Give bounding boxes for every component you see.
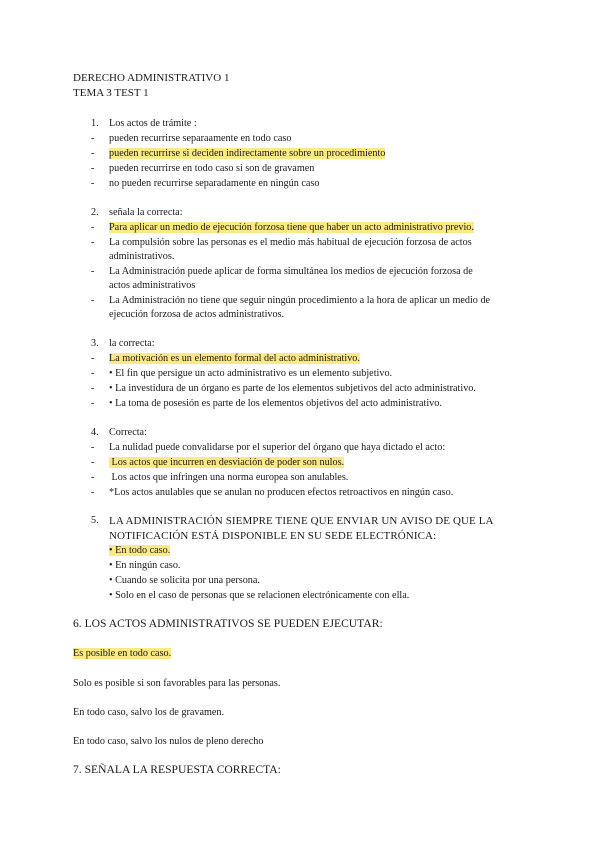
question-number: 3.: [91, 338, 99, 349]
question-text: Los actos de trámite :: [109, 118, 197, 129]
answer-option-highlighted: [109, 544, 170, 558]
correct-answer-highlight: Los actos que incurren en desviación de poder son nulos.: [109, 457, 345, 468]
question-text: la correcta:: [109, 338, 155, 349]
question-number: 5.: [91, 515, 99, 526]
question-text: Correcta:: [109, 427, 147, 438]
question-text: LA ADMINISTRACIÓN SIEMPRE TIENE QUE ENVIAR UN AVISO DE QUE LA: [109, 515, 494, 527]
answer-option-highlighted: [73, 647, 171, 661]
answer-option: Los actos que infringen una norma europea son anulables.: [109, 472, 349, 483]
answer-option: La nulidad puede convalidarse por el superior del órgano que haya dictado el acto:: [109, 442, 446, 453]
question-number: 1.: [91, 118, 99, 129]
answer-option: La Administración puede aplicar de forma simultánea los medios de ejecución forzosa de: [109, 266, 473, 277]
list-dash: -: [91, 398, 95, 409]
answer-option: pueden recurrirse en todo caso si son de gravamen: [109, 163, 315, 174]
question-number: 4.: [91, 427, 99, 438]
answer-option-continuation: administrativos.: [109, 251, 175, 262]
correct-answer-highlight: • En todo caso.: [109, 545, 171, 556]
correct-answer-highlight: pueden recurrirse si deciden indirectamente sobre un procedimiento: [109, 148, 386, 159]
answer-option-highlighted: [109, 221, 474, 235]
answer-option: En todo caso, salvo los nulos de pleno derecho: [73, 736, 264, 747]
answer-option: no pueden recurrirse separadamente en ningún caso: [109, 178, 320, 189]
answer-option: La Administración no tiene que seguir ningún procedimiento a la hora de aplicar un medio de: [109, 295, 491, 306]
answer-option-continuation: actos administrativos: [109, 280, 196, 291]
list-dash: -: [91, 237, 95, 248]
question-number: 2.: [91, 207, 99, 218]
correct-answer-highlight: La motivación es un elemento formal del acto administrativo.: [109, 353, 360, 364]
document-title: DERECHO ADMINISTRATIVO 1: [73, 72, 230, 84]
list-dash: -: [91, 163, 95, 174]
list-dash: -: [91, 266, 95, 277]
list-dash: -: [91, 368, 95, 379]
question-text-continuation: NOTIFICACIÓN ESTÁ DISPONIBLE EN SU SEDE ELECTRÓNICA:: [109, 530, 437, 542]
answer-option: • La investidura de un órgano es parte de los elementos subjetivos del acto administrativo.: [109, 383, 476, 394]
correct-answer-highlight: Para aplicar un medio de ejecución forzosa tiene que haber un acto administrativo previo.: [109, 222, 474, 233]
document-subtitle: TEMA 3 TEST 1: [73, 87, 149, 99]
list-dash: -: [91, 457, 95, 468]
list-dash: -: [91, 178, 95, 189]
correct-answer-highlight: Es posible en todo caso.: [73, 648, 172, 659]
list-dash: -: [91, 472, 95, 483]
answer-option: En todo caso, salvo los de gravamen.: [73, 707, 225, 718]
list-dash: -: [91, 487, 95, 498]
answer-option: • Solo en el caso de personas que se relacionen electrónicamente con ella.: [109, 590, 410, 601]
list-dash: -: [91, 442, 95, 453]
list-dash: -: [91, 295, 95, 306]
answer-option: • En ningún caso.: [109, 560, 181, 571]
answer-option: La compulsión sobre las personas es el medio más habitual de ejecución forzosa de actos: [109, 237, 472, 248]
answer-option-highlighted: [109, 147, 385, 161]
question-heading: 7. SEÑALA LA RESPUESTA CORRECTA:: [73, 763, 281, 776]
question-text: señala la correcta:: [109, 207, 183, 218]
list-dash: -: [91, 383, 95, 394]
answer-option-continuation: ejecución forzosa de actos administrativos.: [109, 309, 285, 320]
list-dash: -: [91, 148, 95, 159]
answer-option: Solo es posible si son favorables para las personas.: [73, 678, 281, 689]
list-dash: -: [91, 133, 95, 144]
answer-option: • El fin que persigue un acto administrativo es un elemento subjetivo.: [109, 368, 393, 379]
question-heading: 6. LOS ACTOS ADMINISTRATIVOS SE PUEDEN EJECUTAR:: [73, 617, 383, 630]
answer-option: *Los actos anulables que se anulan no producen efectos retroactivos en ningún caso.: [109, 487, 454, 498]
answer-option-highlighted: [109, 456, 344, 470]
answer-option: • Cuando se solicita por una persona.: [109, 575, 260, 586]
answer-option: pueden recurrirse separaamente en todo caso: [109, 133, 292, 144]
list-dash: -: [91, 222, 95, 233]
answer-option-highlighted: [109, 352, 360, 366]
list-dash: -: [91, 353, 95, 364]
answer-option: • La toma de posesión es parte de los elementos objetivos del acto administrativo.: [109, 398, 442, 409]
